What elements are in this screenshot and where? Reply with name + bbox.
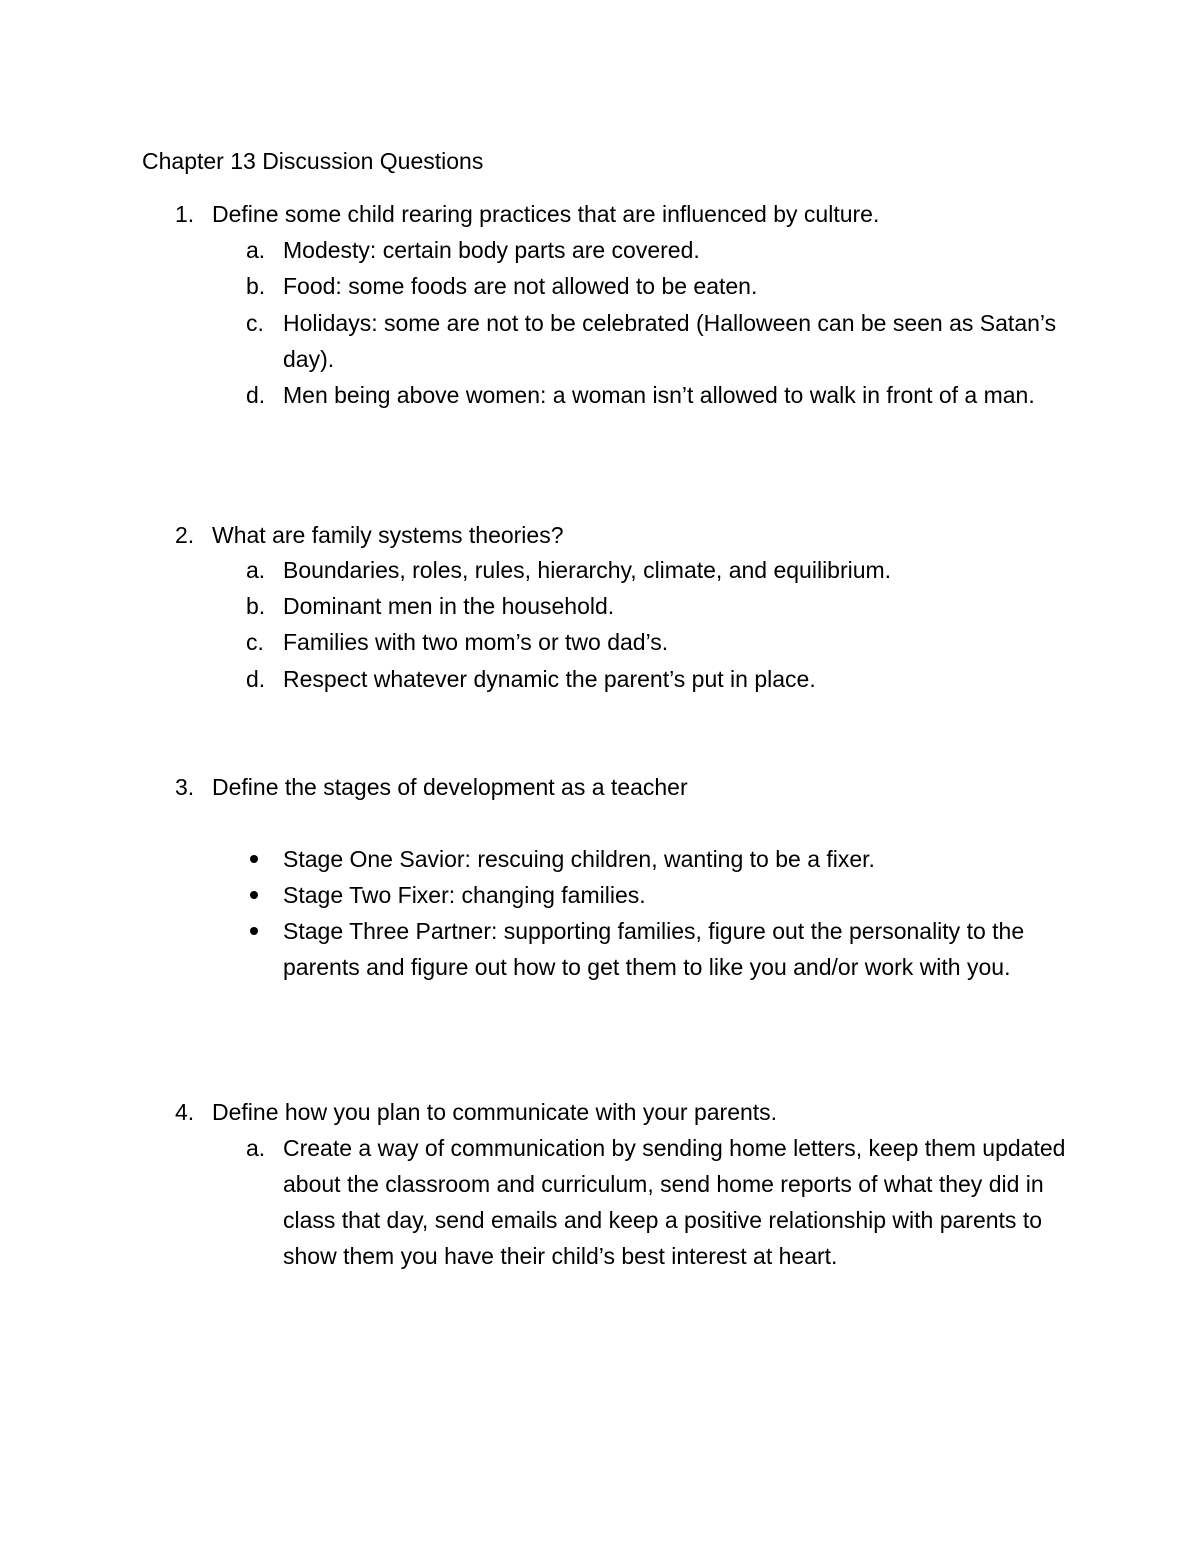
bullet-item bbox=[246, 877, 1066, 913]
answer-text: Dominant men in the household. bbox=[283, 593, 615, 619]
question-number: 1. bbox=[175, 201, 195, 227]
answer-text: Boundaries, roles, rules, hierarchy, climate, and equilibrium. bbox=[283, 557, 892, 583]
answer-item bbox=[246, 305, 1066, 377]
answer-item bbox=[246, 552, 1066, 588]
bullet-item bbox=[246, 913, 1066, 985]
question-number: 4. bbox=[175, 1099, 195, 1125]
answer-marker: a. bbox=[246, 237, 266, 263]
answer-text: Men being above women: a woman isn’t allowed to walk in front of a man. bbox=[283, 382, 1035, 408]
answer-text: Food: some foods are not allowed to be eaten. bbox=[283, 273, 758, 299]
answer-item bbox=[246, 588, 1066, 624]
answer-item bbox=[246, 1130, 1066, 1274]
question-number: 3. bbox=[175, 774, 195, 800]
document-title: Chapter 13 Discussion Questions bbox=[142, 148, 484, 174]
answer-text: Holidays: some are not to be celebrated (Halloween can be seen as Satan’s day). bbox=[283, 310, 1057, 372]
answer-item bbox=[246, 624, 1066, 660]
question-text: Define the stages of development as a teacher bbox=[212, 774, 688, 800]
question-text: Define how you plan to communicate with your parents. bbox=[212, 1099, 778, 1125]
answer-marker: d. bbox=[246, 382, 266, 408]
answer-marker: d. bbox=[246, 666, 266, 692]
bullet-icon bbox=[250, 891, 258, 899]
answer-item bbox=[246, 661, 1066, 697]
answer-item bbox=[246, 377, 1066, 413]
question-text: Define some child rearing practices that are influenced by culture. bbox=[212, 201, 880, 227]
bullet-item bbox=[246, 841, 1066, 877]
answer-marker: b. bbox=[246, 273, 266, 299]
bullet-text: Stage Three Partner: supporting families, figure out the personality to the parents and figure out how to get them to like you and/or work with you. bbox=[283, 918, 1025, 980]
bullet-text: Stage Two Fixer: changing families. bbox=[283, 882, 646, 908]
question-text: What are family systems theories? bbox=[212, 522, 564, 548]
bullet-text: Stage One Savior: rescuing children, wanting to be a fixer. bbox=[283, 846, 875, 872]
bullet-icon bbox=[250, 855, 258, 863]
answer-marker: b. bbox=[246, 593, 266, 619]
answer-text: Families with two mom’s or two dad’s. bbox=[283, 629, 669, 655]
question-number: 2. bbox=[175, 522, 195, 548]
answer-text: Modesty: certain body parts are covered. bbox=[283, 237, 700, 263]
answer-item bbox=[246, 232, 1066, 268]
answer-marker: a. bbox=[246, 1135, 266, 1161]
answer-marker: c. bbox=[246, 629, 264, 655]
answer-text: Respect whatever dynamic the parent’s put in place. bbox=[283, 666, 816, 692]
answer-marker: a. bbox=[246, 557, 266, 583]
answer-marker: c. bbox=[246, 310, 264, 336]
answer-item bbox=[246, 268, 1066, 304]
answer-text: Create a way of communication by sending home letters, keep them updated about the classroom and curriculum, send home reports of what they did in class that day, send emails and keep a positive relationship with parents to show them you have their child’s best interest at heart. bbox=[283, 1135, 1066, 1269]
bullet-icon bbox=[250, 927, 258, 935]
